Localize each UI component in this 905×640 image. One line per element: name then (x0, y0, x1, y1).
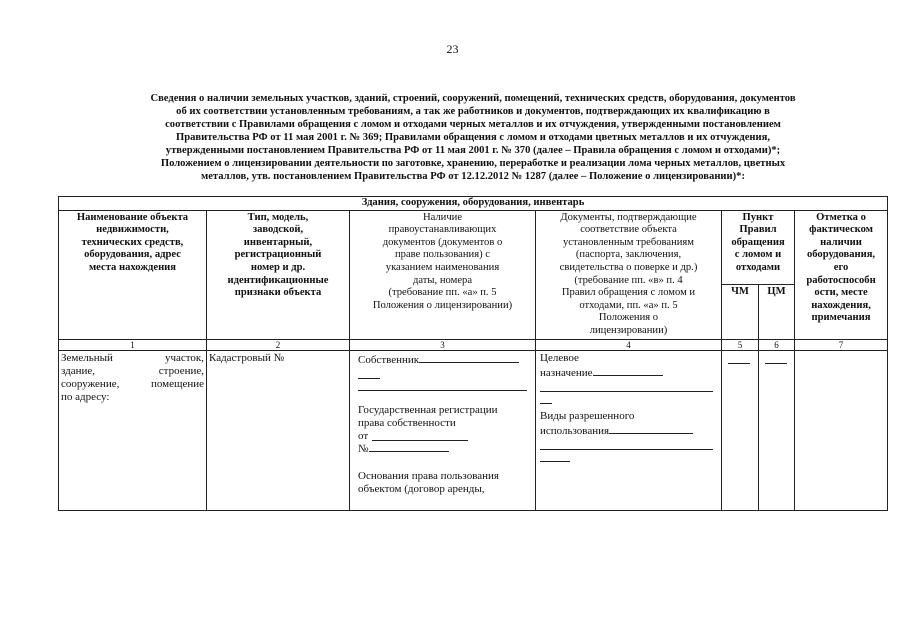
column-number: 4 (536, 339, 722, 350)
header-line: Правил (739, 224, 777, 236)
header-line: регистрационный (234, 249, 322, 261)
object-cell (59, 350, 207, 510)
usage-line: Виды разрешенного (540, 409, 635, 422)
header-line: идентификационные (227, 274, 329, 286)
date-blank (372, 430, 468, 441)
basis-line: объектом (договор аренды, (358, 482, 485, 495)
header-line: документов (документов о (382, 236, 503, 248)
heading-line: Положением о лицензировании деятельности по заготовке, хранению, переработке и реализации лома черных металлов, цветных (160, 158, 786, 169)
header-line: Положения о лицензировании) (372, 299, 513, 311)
number-blank (369, 441, 449, 452)
header-line: лицензировании) (589, 324, 668, 336)
header-line: ости, месте (814, 287, 868, 299)
header-line: отходами (735, 261, 781, 273)
blank-line (765, 352, 787, 364)
text-fragment: здание, (61, 364, 96, 377)
header-line: оборудования, (806, 249, 876, 261)
header-line: наличии (820, 236, 862, 248)
text-line (61, 365, 204, 378)
blank-line (358, 367, 380, 379)
header-line: Правил обращения с ломом и (561, 287, 696, 299)
text-line (61, 378, 204, 391)
header-line: правоустанавливающих (388, 224, 497, 236)
usage-label: использования (540, 425, 610, 438)
header-line: Положения о (598, 312, 659, 324)
owner-blank (419, 352, 519, 363)
purpose-line-2 (540, 365, 713, 380)
heading-line: металлов, утв. постановлением Правительства РФ от 12.12.2012 № 1287 (далее – Положение о лицензировании)*: (200, 171, 745, 182)
header-line: праве пользования) с (395, 249, 490, 261)
text-fragment: строение, (158, 364, 204, 377)
header-line: соответствие объекта (580, 224, 677, 236)
blank-line (540, 380, 713, 392)
header-line: с ломом и (734, 249, 782, 261)
header-line: места нахождения (88, 261, 177, 273)
column-number: 6 (759, 339, 795, 350)
header-line: технических средств, (81, 236, 184, 248)
column-number: 7 (795, 339, 888, 350)
usage-line-2 (540, 423, 713, 438)
header-line: признаки объекта (234, 287, 322, 299)
text-line (61, 352, 204, 365)
heading-line: Сведения о наличии земельных участков, зданий, строений, сооружений, помещений, технических средств, оборудования, документов (150, 93, 796, 104)
header-line: отходами, пп. «а» п. 5 (579, 299, 678, 311)
column-number: 1 (59, 339, 207, 350)
header-title-documents (350, 210, 536, 339)
header-line: свидетельства о поверке и др.) (559, 261, 698, 273)
usage-blank (609, 423, 693, 434)
blank-line (540, 438, 713, 450)
number-label: № (358, 443, 369, 456)
text-fragment: участок, (164, 351, 204, 364)
header-line: нахождения, (811, 299, 871, 311)
basis-line: Основания права пользования (358, 469, 499, 482)
column-number: 5 (722, 339, 759, 350)
non-ferrous-cell (759, 350, 795, 510)
blank-line (540, 392, 552, 404)
header-line: фактическом (809, 224, 873, 236)
header-line: Тип, модель, (247, 211, 309, 223)
compliance-documents-cell (536, 350, 722, 510)
header-line: (паспорта, заключения, (575, 249, 682, 261)
header-object-name (59, 210, 207, 339)
heading-line: Правительства РФ от 11 мая 2001 г. № 369; Правилами обращения с ломом и отходами цветных металлов и их отчуждения, (175, 132, 771, 143)
cadastral-cell (207, 350, 350, 510)
header-line: заводской, (252, 224, 304, 236)
header-rules-point (722, 210, 795, 284)
number-line (358, 441, 527, 456)
blank-line (728, 352, 750, 364)
blank-line (358, 379, 527, 391)
registration-line: Государственная регистрации (358, 403, 498, 416)
header-line: примечания (811, 312, 871, 324)
document-heading (58, 92, 888, 183)
registration-line: права собственности (358, 416, 456, 429)
spacer (358, 457, 527, 470)
header-object-type (207, 210, 350, 339)
cadastral-label: Кадастровый № (209, 351, 285, 364)
spacer (358, 391, 527, 404)
text-line: по адресу: (61, 391, 110, 404)
header-compliance-documents (536, 210, 722, 339)
header-line: указанием наименования (385, 261, 500, 273)
header-line: Документы, подтверждающие (560, 211, 697, 223)
header-line: оборудования, адрес (84, 249, 181, 261)
header-line: инвентарный, (243, 236, 313, 248)
text-fragment: помещение (150, 377, 204, 390)
header-line: установленным требованиям (562, 236, 694, 248)
heading-line: соответствии с Правилами обращения с ломом и отходами черных металлов и их отчуждения, утвержденными постановлением (165, 119, 781, 130)
presence-mark-cell (795, 350, 888, 510)
facilities-table (58, 196, 888, 511)
purpose-label: назначение (540, 366, 593, 379)
heading-line: об их соответствии установленным требованиям, а так же работников и документов, подтверждающих их квалификацию в (176, 106, 770, 117)
blank-line (540, 450, 570, 462)
column-number: 3 (350, 339, 536, 350)
owner-label: Собственник (358, 353, 420, 366)
column-number: 2 (207, 339, 350, 350)
heading-line: утвержденными постановлением Правительства РФ от 11 мая 2001 г. № 370 (далее – Правила обращения с ломом и отходами)*; (165, 145, 781, 156)
header-non-ferrous: ЦМ (759, 284, 795, 339)
title-documents-cell (350, 350, 536, 510)
owner-line (358, 352, 527, 367)
header-line: даты, номера (412, 274, 473, 286)
header-line: недвижимости, (96, 224, 169, 236)
page-number: 23 (446, 42, 459, 56)
header-line: обращения (731, 236, 785, 248)
header-line: Пункт (742, 211, 774, 223)
section-title: Здания, сооружения, оборудования, инвентарь (59, 197, 888, 211)
header-line: номер и др. (250, 261, 306, 273)
purpose-blank (593, 365, 663, 376)
ferrous-cell (722, 350, 759, 510)
text-fragment: сооружение, (61, 377, 120, 390)
header-ferrous: ЧМ (722, 284, 759, 339)
header-line: Наличие (422, 211, 463, 223)
header-line: его (833, 261, 849, 273)
header-line: (требование пп. «а» п. 5 (388, 287, 497, 299)
text-fragment: Земельный (61, 351, 113, 364)
header-line: Наименование объекта (76, 211, 189, 223)
header-line: Отметка о (816, 211, 866, 223)
from-label: от (358, 430, 369, 443)
header-line: (требование пп. «в» п. 4 (574, 274, 683, 286)
purpose-line: Целевое (540, 351, 579, 364)
date-blank-row (358, 430, 527, 441)
header-presence-mark (795, 210, 888, 339)
header-line: работоспособн (806, 274, 876, 286)
